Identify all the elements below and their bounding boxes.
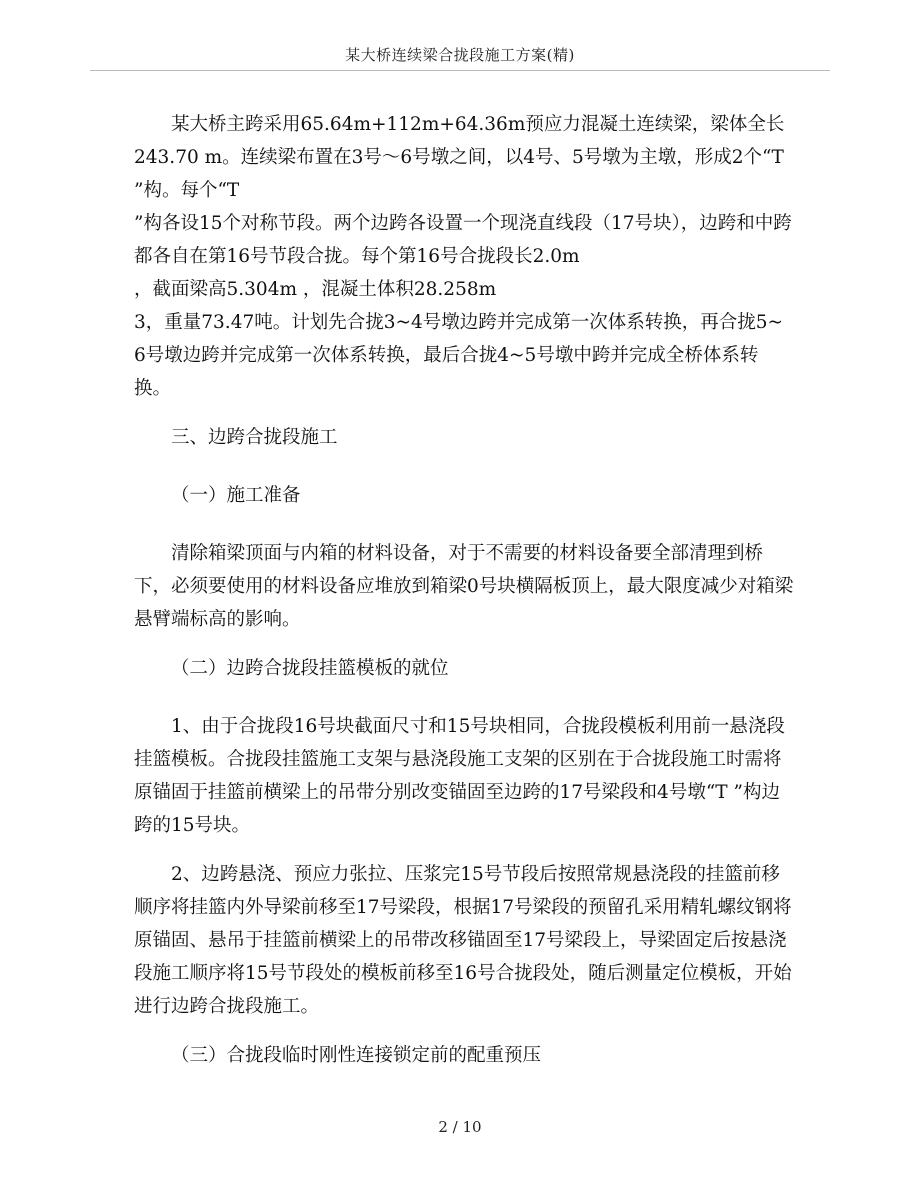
- intro-paragraph: 某大桥主跨采用65.64m+112m+64.36m预应力混凝土连续梁，梁体全长243.70 m。连续梁布置在3号～6号墩之间，以4号、5号墩为主墩，形成2个“T ”构。每个“T ”构各设15个对称节段。两个边跨各设置一个现浇直线段（17号块），边跨和中跨都各自在第16号节段合拢。每个第16号合拢段长2.0m ，截面梁高5.304m ，混凝土体积28.258m 3，重量73.47吨。计划先合拢3~4号墩边跨并完成第一次体系转换，再合拢5~6号墩边跨并完成第一次体系转换，最后合拢4~5号墩中跨并完成全桥体系转换。: [134, 114, 792, 399]
- subsection-heading-2: （二）边跨合拢段挂篮模板的就位: [171, 658, 449, 679]
- header-divider: [90, 70, 830, 71]
- page-number: 2 / 10: [438, 1118, 482, 1136]
- formwork-item-1: 1、由于合拢段16号块截面尺寸和15号块相同，合拢段模板利用前一悬浇段挂篮模板。合拢段挂篮施工支架与悬浇段施工支架的区别在于合拢段施工时需将原锚固于挂篮前横梁上的吊带分别改变锚固至边跨的17号梁段和4号墩“T ”构边跨的15号块。: [134, 716, 785, 836]
- page-header: 某大桥连续梁合拢段施工方案(精): [345, 46, 575, 64]
- preparation-paragraph: 清除箱梁顶面与内箱的材料设备，对于不需要的材料设备要全部清理到桥下，必须要使用的材料设备应堆放到箱梁0号块横隔板顶上，最大限度减少对箱梁悬臂端标高的影响。: [134, 543, 794, 630]
- document-body: [134, 108, 794, 1097]
- formwork-item-2: 2、边跨悬浇、预应力张拉、压浆完15号节段后按照常规悬浇段的挂篮前移顺序将挂篮内外导梁前移至17号梁段，根据17号梁段的预留孔采用精轧螺纹钢将原锚固、悬吊于挂篮前横梁上的吊带改移锚固至17号梁段上，导梁固定后按悬浇段施工顺序将15号节段处的模板前移至16号合拢段处，随后测量定位模板，开始进行边跨合拢段施工。: [134, 864, 792, 1017]
- subsection-heading-3: （三）合拢段临时刚性连接锁定前的配重预压: [171, 1045, 542, 1066]
- section-heading-3: 三、边跨合拢段施工: [171, 427, 338, 448]
- subsection-heading-1: （一）施工准备: [171, 485, 301, 506]
